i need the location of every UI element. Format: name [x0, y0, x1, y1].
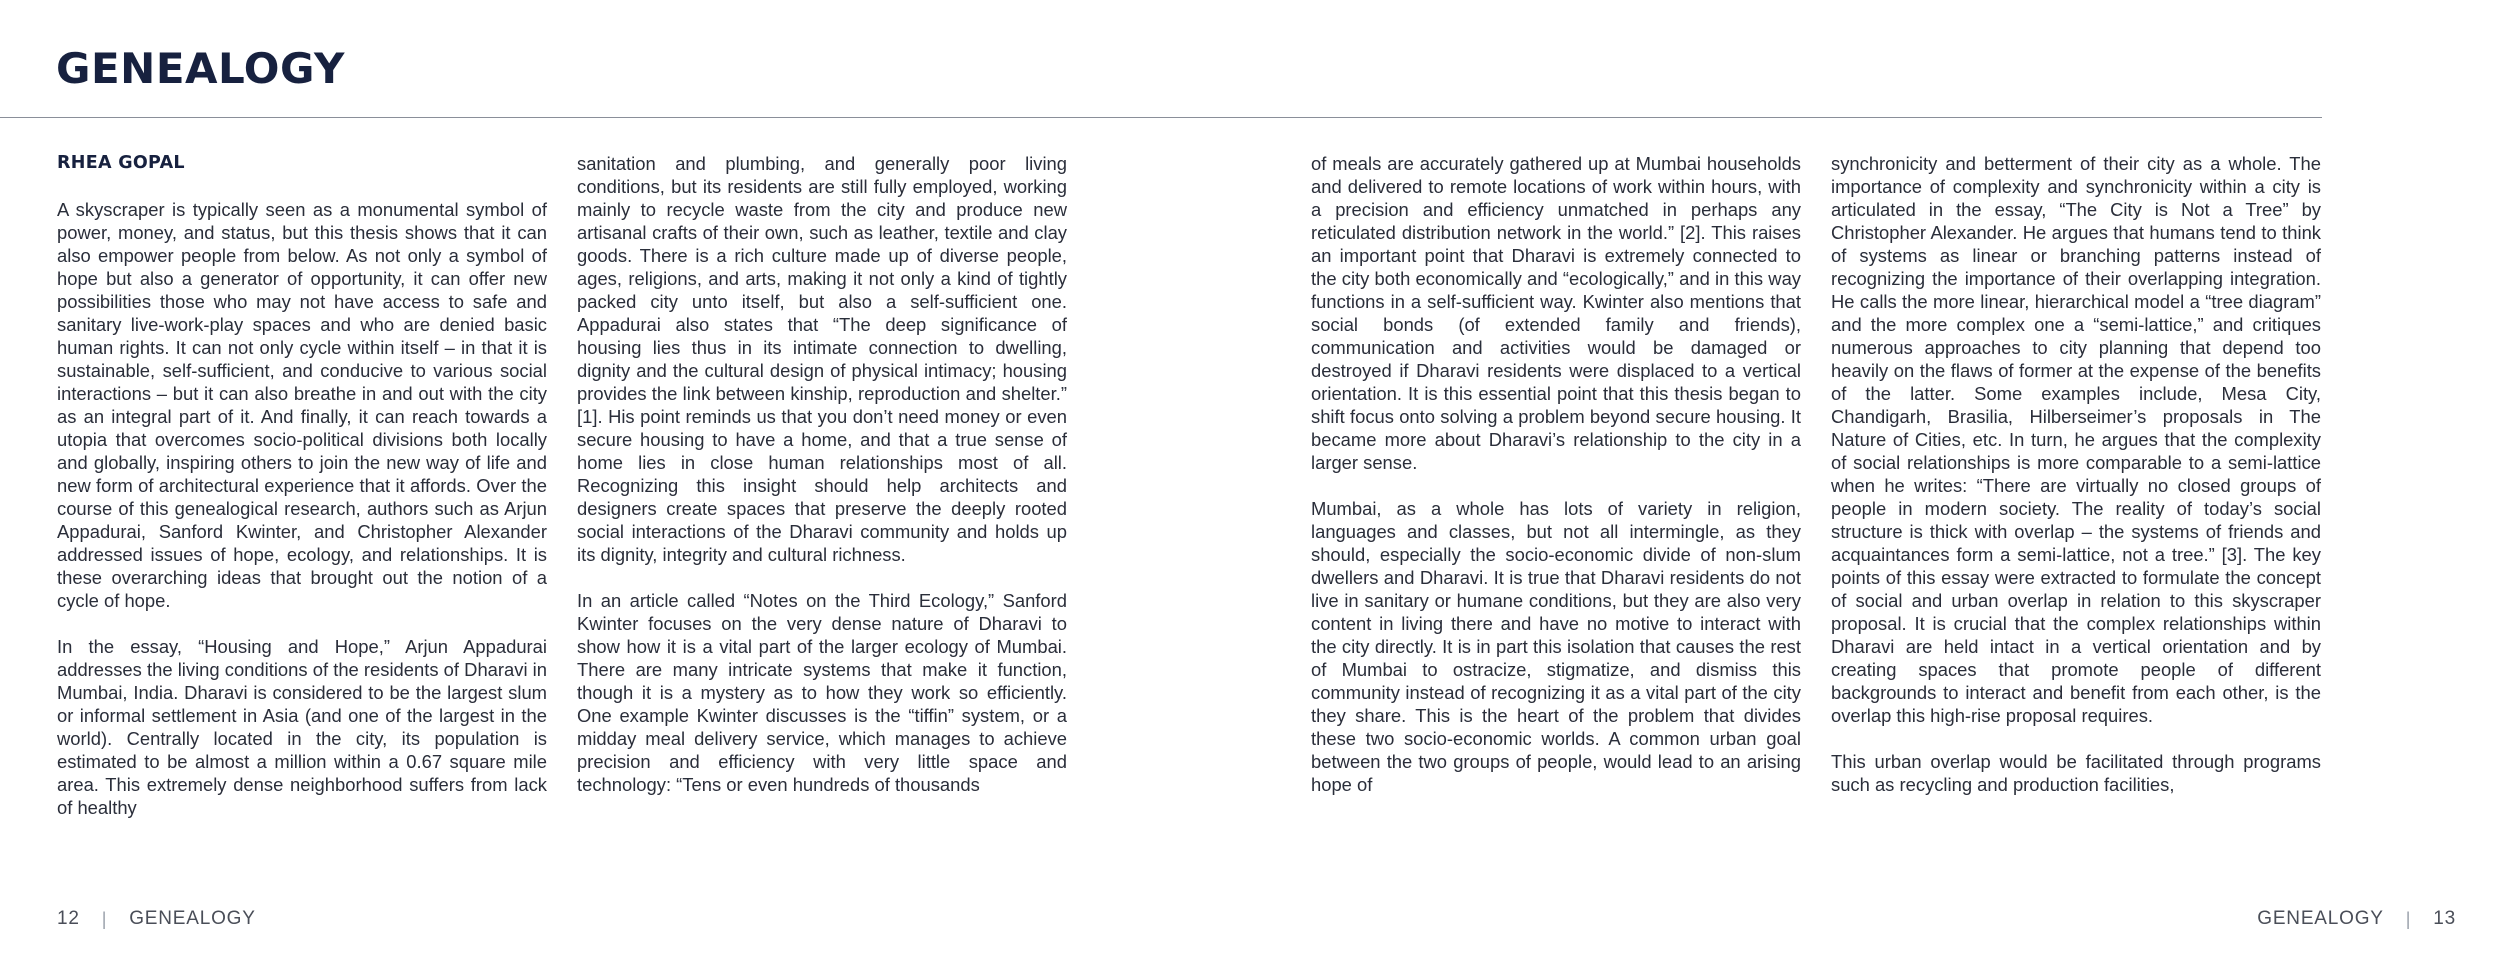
- footer-left: [57, 908, 256, 930]
- text-column-1: [57, 152, 547, 819]
- author-name: RHEA GOPAL: [57, 153, 185, 173]
- footer-separator: |: [101, 909, 108, 929]
- body-paragraph: Mumbai, as a whole has lots of variety in religion, languages and classes, but not all intermingle, as they should, especially the socio-economic divide of non-slum dwellers and Dharavi. It is true that Dharavi residents do not live in sanitary or humane conditions, but they are also very content in living there and have no motive to interact with the city directly. It is in part this isolation that causes the rest of Mumbai to ostracize, stigmatize, and dismiss this community instead of recognizing it as a vital part of the city they share. This is the heart of the problem that divides these two socio-economic worlds. A common urban goal between the two groups of people, would lead to an arising hope of: [1311, 498, 1801, 795]
- text-column-2: [577, 152, 1067, 796]
- page-title: GENEALOGY: [56, 44, 345, 93]
- body-paragraph: This urban overlap would be facilitated through programs such as recycling and production facilities,: [1831, 751, 2321, 795]
- page-number-right: 13: [2433, 908, 2456, 929]
- running-head-left: GENEALOGY: [129, 908, 256, 929]
- title-divider: [0, 117, 2322, 118]
- body-paragraph: In an article called “Notes on the Third Ecology,” Sanford Kwinter focuses on the very dense nature of Dharavi to show how it is a vital part of the larger ecology of Mumbai. There are many intricate systems that make it function, though it is a mystery as to how they work so efficiently. One example Kwinter discusses is the “tiffin” system, or a midday meal delivery service, which manages to achieve precision and efficiency with very little space and technology: “Tens or even hundreds of thousands: [577, 590, 1067, 795]
- text-column-3: [1311, 152, 1801, 796]
- text-column-4: [1831, 152, 2321, 796]
- body-paragraph: of meals are accurately gathered up at Mumbai households and delivered to remote locations of work within hours, with a precision and efficiency unmatched in perhaps any reticulated distribution network in the world.” [2]. This raises an important point that Dharavi is extremely connected to the city both economically and “ecologically,” and in this way functions in a self-sufficient way. Kwinter also mentions that social bonds (of extended family and friends), communication and activities would be damaged or destroyed if Dharavi residents were displaced to a vertical orientation. It is this essential point that this thesis began to shift focus onto solving a problem beyond secure housing. It became more about Dharavi’s relationship to the city in a larger sense.: [1311, 153, 1801, 473]
- running-head-right: GENEALOGY: [2257, 908, 2384, 929]
- body-paragraph: A skyscraper is typically seen as a monumental symbol of power, money, and status, but this thesis shows that it can also empower people from below. As not only a symbol of hope but also a generator of opportunity, it can offer new possibilities those who may not have access to safe and sanitary live-work-play spaces and who are denied basic human rights. It can not only cycle within itself – in that it is sustainable, self-sufficient, and conducive to various social interactions – but it can also breathe in and out with the city as an integral part of it. And finally, it can reach towards a utopia that overcomes socio-political divisions both locally and globally, inspiring others to join the new way of life and new form of architectural experience that it affords. Over the course of this genealogical research, authors such as Arjun Appadurai, Sanford Kwinter, and Christopher Alexander addressed issues of hope, ecology, and relationships. It is these overarching ideas that brought out the notion of a cycle of hope.: [57, 199, 547, 611]
- body-paragraph: sanitation and plumbing, and generally poor living conditions, but its residents are still fully employed, working mainly to recycle waste from the city and produce new artisanal crafts of their own, such as leather, textile and clay goods. There is a rich culture made up of diverse people, ages, religions, and arts, making it not only a kind of tightly packed city unto itself, but also a self-sufficient one. Appadurai also states that “The deep significance of housing lies thus in its intimate connection to dwelling, dignity and the cultural design of physical intimacy; housing provides the link between kinship, reproduction and shelter.” [1]. His point reminds us that you don’t need money or even secure housing to have a home, and that a true sense of home lies in close human relationships most of all. Recognizing this insight should help architects and designers create spaces that preserve the deeply rooted social interactions of the Dharavi community and holds up its dignity, integrity and cultural richness.: [577, 153, 1067, 565]
- footer-separator: |: [2405, 909, 2412, 929]
- body-paragraph: synchronicity and betterment of their city as a whole. The importance of complexity and synchronicity within a city is articulated in the essay, “The City is Not a Tree” by Christopher Alexander. He argues that humans tend to think of systems as linear or branching patterns instead of recognizing the importance of their overlapping integration. He calls the more linear, hierarchical model a “tree diagram” and the more complex one a “semi-lattice,” and critiques numerous approaches to city planning that depend too heavily on the flaws of former at the expense of the benefits of the latter. Some examples include, Mesa City, Chandigarh, Brasilia, Hilberseimer’s proposals in The Nature of Cities, etc. In turn, he argues that the complexity of social relationships is more comparable to a semi-lattice when he writes: “There are virtually no closed groups of people in modern society. The reality of today’s social structure is thick with overlap – the systems of friends and acquaintances form a semi-lattice, not a tree.” [3]. The key points of this essay were extracted to formulate the concept of social and urban overlap in relation to this skyscraper proposal. It is crucial that the complex relationships within Dharavi are held intact in a vertical orientation and by creating spaces that promote people of different backgrounds to interact and benefit from each other, is the overlap this high-rise proposal requires.: [1831, 153, 2321, 726]
- body-paragraph: In the essay, “Housing and Hope,” Arjun Appadurai addresses the living conditions of the residents of Dharavi in Mumbai, India. Dharavi is considered to be the largest slum or informal settlement in Asia (and one of the largest in the world). Centrally located in the city, its population is estimated to be almost a million within a 0.67 square mile area. This extremely dense neighborhood suffers from lack of healthy: [57, 636, 547, 818]
- page-number-left: 12: [57, 908, 80, 929]
- footer-right: [2257, 908, 2456, 930]
